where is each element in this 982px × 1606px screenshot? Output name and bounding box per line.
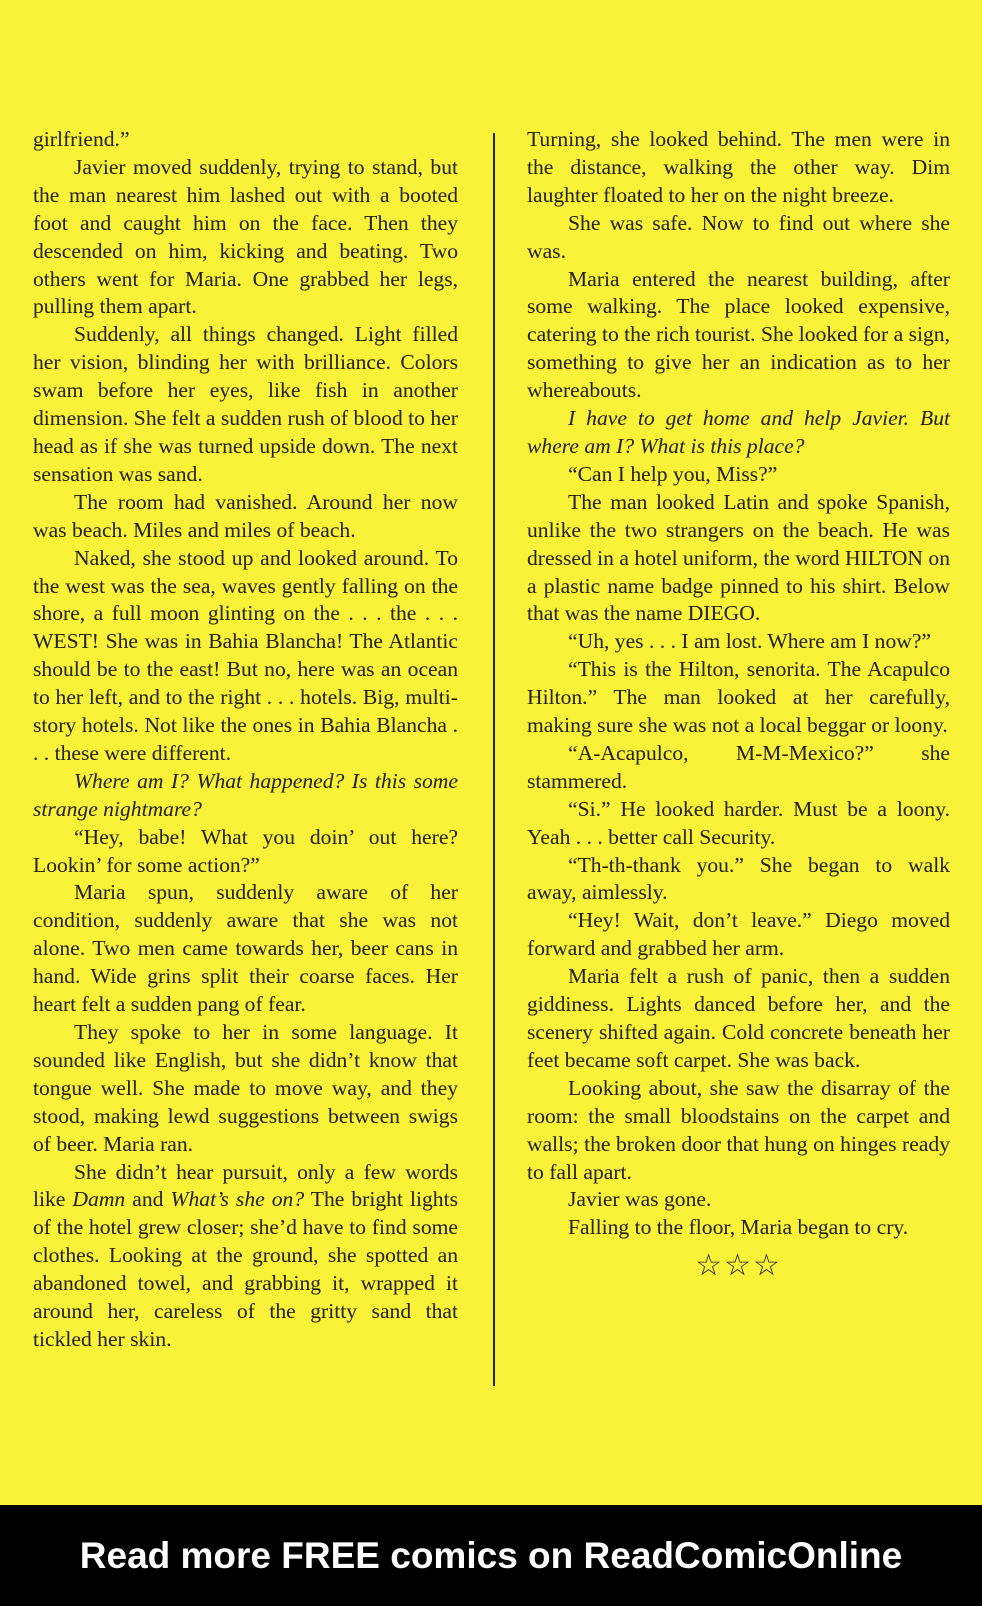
end-stars-icon: ☆☆☆ — [695, 1248, 782, 1284]
italic-thought: I have to get home and help Javier. But where am I? What is this place? — [527, 406, 950, 458]
story-paragraph — [33, 768, 458, 824]
story-paragraph: Maria spun, suddenly aware of her condition, suddenly aware that she was not alone. Two men came towards her, beer cans in hand. Wide grins split their coarse faces. Her heart felt a sudden pang of fear. — [33, 880, 458, 1017]
story-paragraph: Naked, she stood up and looked around. To the west was the sea, waves gently falling on the shore, a full moon glinting on the . . . the . . . WEST! She was in Bahia Blancha! The Atlantic should be to the east! But no, here was an ocean to her left, and to the right . . . hotels. Big, multi-story hotels. Not like the ones in Bahia Blancha . . . these were different. — [33, 545, 458, 765]
promo-banner[interactable] — [0, 1505, 982, 1606]
right-text-column — [527, 126, 950, 1284]
story-paragraph: They spoke to her in some language. It sounded like English, but she didn’t know that tongue well. She made to move way, and they stood, making lewd suggestions between swigs of beer. Maria ran. — [33, 1020, 458, 1156]
story-paragraph: “Hey, babe! What you doin’ out here? Lookin’ for some action?” — [33, 824, 458, 877]
story-paragraph: girlfriend.” — [33, 127, 130, 151]
story-paragraph: Maria entered the nearest building, after some walking. The place looked expensive, catering to the rich tourist. She looked for a sign, something to give her an indication as to her whereabouts. — [527, 266, 950, 403]
story-paragraph: Maria felt a rush of panic, then a sudden giddiness. Lights danced before her, and the scenery shifted again. Cold concrete beneath her feet became soft carpet. She was back. — [527, 964, 950, 1072]
text-run: and — [125, 1187, 171, 1212]
text-run: The bright lights of the hotel grew closer; she’d have to find some clothes. Looking at the ground, she spotted an abandoned towel, and grabbing it, wrapped it around her, careless of the gritty sand that tickled her skin. — [33, 1187, 458, 1351]
italic-phrase: Damn — [72, 1187, 126, 1212]
promo-banner-text[interactable]: Read more FREE comics on ReadComicOnline — [79, 1534, 903, 1576]
story-paragraph — [527, 405, 950, 461]
story-paragraph: “Can I help you, Miss?” — [568, 461, 778, 486]
italic-thought: Where am I? What happened? Is this some strange nightmare? — [33, 768, 458, 821]
story-paragraph: “Uh, yes . . . I am lost. Where am I now?” — [568, 629, 932, 654]
column-divider — [493, 133, 495, 1386]
story-paragraph: Turning, she looked behind. The men were in the distance, walking the other way. Dim laughter floated to her on the night breeze. — [527, 127, 950, 207]
text-run: She didn’t hear pursuit, only a few words like — [33, 1159, 458, 1212]
story-paragraph: Falling to the floor, Maria began to cry. — [568, 1215, 909, 1240]
story-paragraph: “Si.” He looked harder. Must be a loony. Yeah . . . better call Security. — [527, 796, 950, 849]
story-paragraph: The room had vanished. Around her now was beach. Miles and miles of beach. — [33, 489, 458, 542]
story-paragraph: Javier was gone. — [568, 1187, 712, 1212]
story-paragraph: Javier moved suddenly, trying to stand, but the man nearest him lashed out with a booted foot and caught him on the face. Then they descended on him, kicking and beating. Two others went for Maria. One grabbed her legs, pulling them apart. — [33, 154, 458, 319]
story-paragraph: “This is the Hilton, senorita. The Acapulco Hilton.” The man looked at her carefully, making sure she was not a local beggar or loony. — [527, 657, 950, 738]
story-paragraph: She was safe. Now to find out where she was. — [527, 210, 950, 263]
story-paragraph — [33, 1159, 458, 1354]
story-paragraph: “Th-th-thank you.” She began to walk away, aimlessly. — [527, 852, 950, 905]
story-paragraph: The man looked Latin and spoke Spanish, unlike the two strangers on the beach. He was dressed in a hotel uniform, the word HILTON on a plastic name badge pinned to his shirt. Below that was the name DIEGO. — [527, 489, 950, 626]
story-paragraph: Suddenly, all things changed. Light filled her vision, blinding her with brilliance. Colors swam before her eyes, like fish in another dimension. She felt a sudden rush of blood to her head as if she was turned upside down. The next sensation was sand. — [33, 322, 458, 486]
story-paragraph: “A-Acapulco, M-M-Mexico?” she stammered. — [527, 740, 950, 793]
italic-phrase: What’s she on? — [170, 1187, 305, 1212]
story-paragraph: Looking about, she saw the disarray of the room: the small bloodstains on the carpet and walls; the broken door that hung on hinges ready to fall apart. — [527, 1075, 950, 1184]
story-paragraph: “Hey! Wait, don’t leave.” Diego moved forward and grabbed her arm. — [527, 908, 950, 961]
left-text-column — [33, 126, 458, 1354]
